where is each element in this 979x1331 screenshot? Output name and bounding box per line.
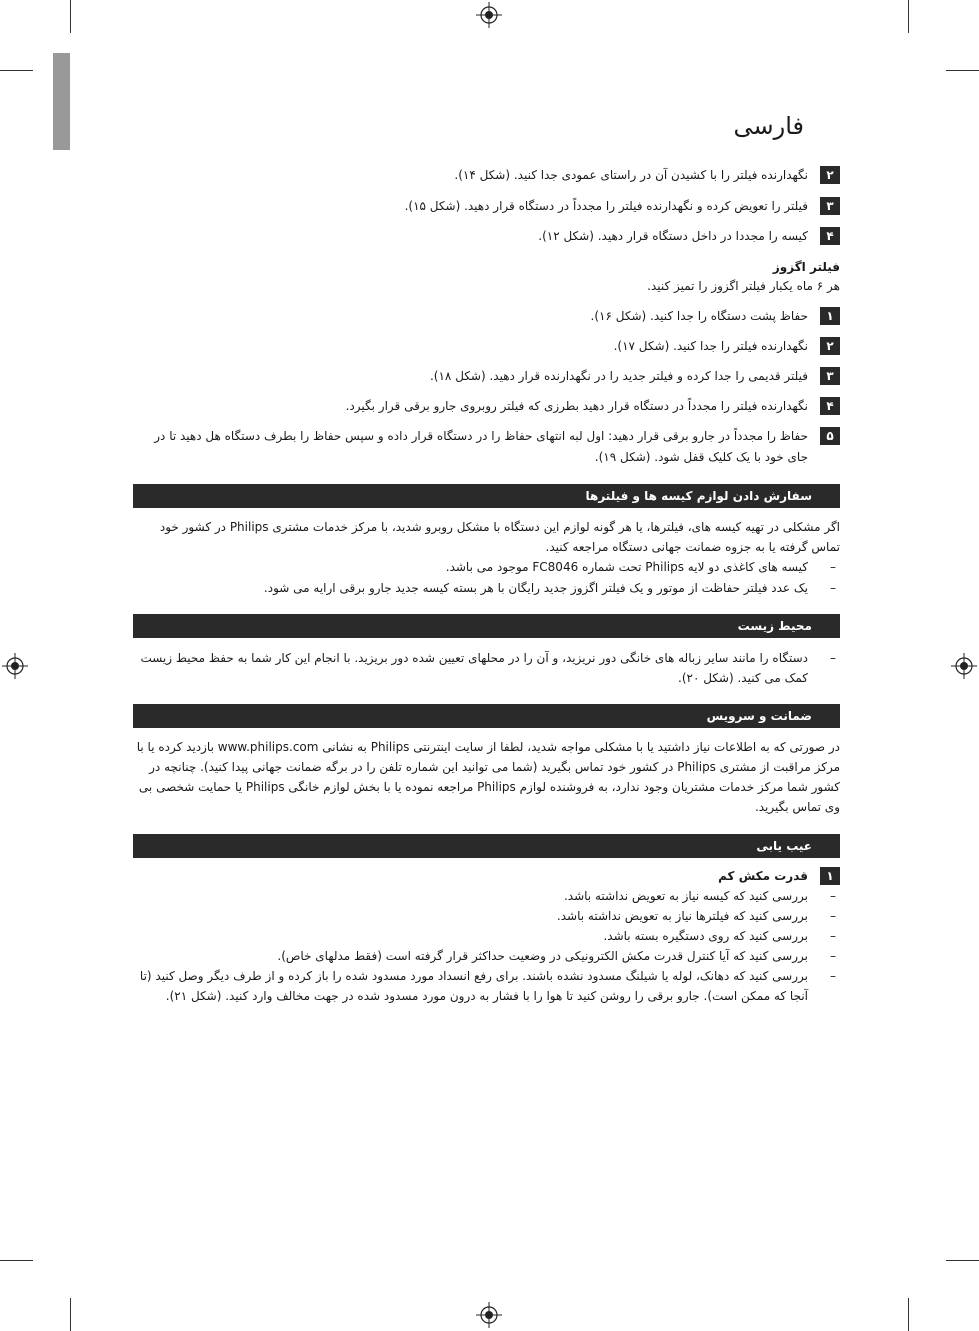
language-tab-marker [53,53,70,150]
step-number: ۱ [820,867,840,885]
list-item [133,966,840,1006]
list-item-text: بررسی کنید که کیسه نیاز به تعویض نداشته باشد. [563,889,808,903]
section-heading-environment: محیط زیست [133,614,840,638]
step-text: فیلتر را تعویض کرده و نگهدارنده فیلتر را مجدداً در دستگاه قرار دهید. (شکل ۱۵). [404,199,808,213]
dash-icon: – [830,949,836,963]
list-item [133,578,840,598]
dash-icon: – [830,909,836,923]
intro-text: هر ۶ ماه یکبار فیلتر اگزوز را تمیز کنید. [647,279,840,293]
step-item [133,366,840,387]
step-number: ۳ [820,367,840,385]
step-number: ۲ [820,166,840,184]
step-item [133,306,840,327]
step-item [133,226,840,247]
step-item [133,165,840,186]
step-text: نگهدارنده فیلتر را مجدداً در دستگاه قرار دهید بطرزی که فیلتر روبروی جارو برقی قرار بگیرد. [345,399,808,413]
step-text: حفاظ پشت دستگاه را جدا کنید. (شکل ۱۶). [590,309,808,323]
step-item [133,336,840,357]
section-heading-warranty: ضمانت و سرویس [133,704,840,728]
dash-icon: – [830,889,836,903]
dash-icon: – [830,581,836,595]
step-number: ۵ [820,427,840,445]
list-item [133,648,840,688]
list-item-text: بررسی کنید که روی دستگیره بسته باشد. [603,929,808,943]
crop-mark [0,70,33,71]
list-item-text: بررسی کنید که فیلترها نیاز به تعویض نداشته باشد. [556,909,808,923]
warranty-paragraph: در صورتی که به اطلاعات نیاز داشتید یا با مشکلی مواجه شدید، لطفا از سایت اینترنتی Philips به نشانی www.philips.com بازدید کرده یا با مرکز مراقبت از مشتری Philips در کشور خود تماس بگیرید (شما می توانید این شماره تلفن را در برگه ضمانت جهانی پیدا کنید). چنانچه در کشور شما مرکز خدمات مشتریان وجود ندارد، به فروشنده لوازم Philips مراجعه نموده یا با بخش لوازم خانگی Philips یا حمایت شخصی بی وی تماس بگیرید. [136,740,840,814]
list-item [133,557,840,577]
list-item [133,906,840,926]
list-item [133,946,840,966]
step-item [133,196,840,217]
ordering-paragraph: اگر مشکلی در تهیه کیسه های، فیلترها، یا هر گونه لوازم این دستگاه با مشکل روبرو شدید، با مرکز خدمات مشتری Philips در کشور خود تماس گرفته یا به جزوه ضمانت جهانی دستگاه مراجعه کنید. [159,520,840,554]
step-text: نگهدارنده فیلتر را با کشیدن آن در راستای عمودی جدا کنید. (شکل ۱۴). [454,168,808,182]
step-text: فیلتر قدیمی را جدا کرده و فیلتر جدید را در نگهدارنده قرار دهید. (شکل ۱۸). [429,369,808,383]
crop-mark [908,1298,909,1331]
step-item [133,396,840,417]
step-number: ۱ [820,307,840,325]
step-number: ۴ [820,227,840,245]
crop-mark [946,70,979,71]
step-item [133,866,840,887]
section-heading-ordering: سفارش دادن لوازم کیسه ها و فیلترها [133,484,840,508]
crop-mark [70,0,71,33]
list-item-text: دستگاه را مانند سایر زباله های خانگی دور نریزید، و آن را در محلهای تعیین شده دور بریزید. با انجام این کار شما به حفظ محیط زیست کمک می کنید. (شکل ۲۰). [140,651,808,685]
step-number: ۴ [820,397,840,415]
registration-mark-icon [2,653,28,679]
registration-mark-icon [951,653,977,679]
list-item-text: بررسی کنید که آیا کنترل قدرت مکش الکترونیکی در وضعیت حداکثر قرار گرفته است (فقط مدلهای خاص). [277,949,808,963]
registration-mark-icon [476,2,502,28]
step-text: کیسه را مجددا در داخل دستگاه قرار دهید. (شکل ۱۲). [538,229,808,243]
step-text: قدرت مکش کم [718,869,808,883]
section-heading-troubleshooting: عیب یابی [133,834,840,858]
dash-icon: – [830,560,836,574]
list-item-text: یک عدد فیلتر حفاظت از موتور و یک فیلتر اگزوز جدید رایگان با هر بسته کیسه جدید جارو برقی ارایه می شود. [263,581,808,595]
step-number: ۲ [820,337,840,355]
list-item-text: کیسه های کاغذی دو لایه Philips تحت شماره FC8046 موجود می باشد. [445,560,808,574]
dash-icon: – [830,969,836,983]
step-text: حفاظ را مجدداً در جارو برقی قرار دهید: اول لبه انتهای حفاظ را در دستگاه قرار داده و سپس حفاظ را بطرف دستگاه هل دهید تا در جای خود با یک کلیک قفل شود. (شکل ۱۹). [154,429,808,464]
subheading: فیلتر اگزوز [772,260,840,274]
crop-mark [70,1298,71,1331]
registration-mark-icon [476,1302,502,1328]
step-text: نگهدارنده فیلتر را جدا کنید. (شکل ۱۷). [613,339,808,353]
crop-mark [908,0,909,33]
step-number: ۳ [820,197,840,215]
dash-icon: – [830,929,836,943]
crop-mark [0,1260,33,1261]
page-title: فارسی [733,112,804,140]
dash-icon: – [830,651,836,665]
list-item [133,926,840,946]
crop-mark [946,1260,979,1261]
step-item [133,426,840,468]
list-item [133,886,840,906]
list-item-text: بررسی کنید که دهانک، لوله یا شیلنگ مسدود نشده باشند. برای رفع انسداد مورد مسدود شده را باز کرده و از طرف دیگر وصل کنید (تا آنجا که ممکن است). جارو برقی را روشن کنید تا هوا را با فشار به درون مورد مسدود شده در جهت مخالف وارد کنید. (شکل ۲۱). [139,969,808,1003]
